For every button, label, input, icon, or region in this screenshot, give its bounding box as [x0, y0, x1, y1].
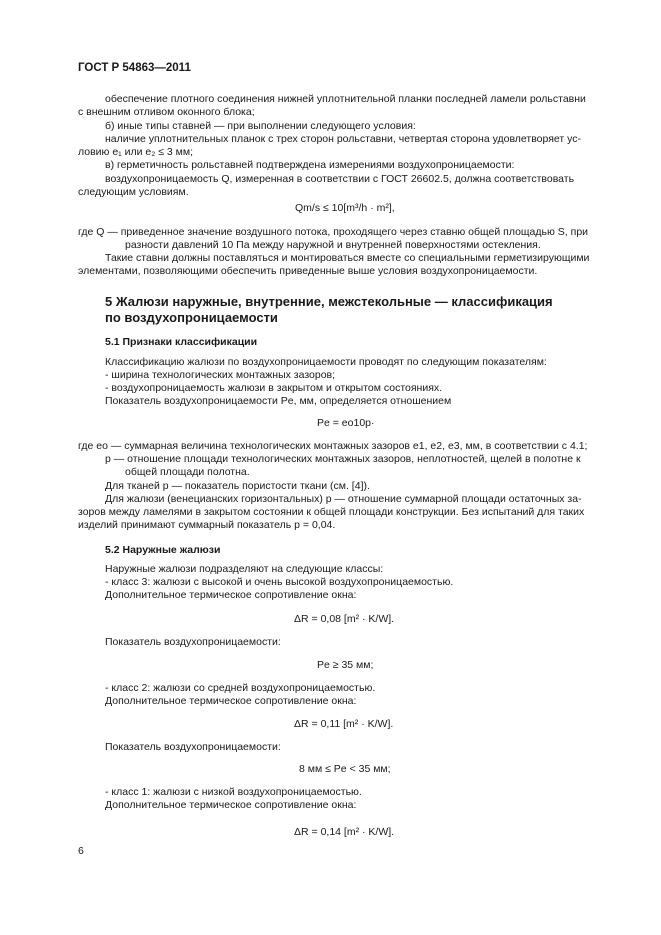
text-line: Для тканей p — показатель пористости ткани (см. [4]).: [105, 480, 370, 492]
text-line: - класс 2: жалюзи со средней воздухопроницаемостью.: [105, 682, 376, 694]
text-line: Для жалюзи (венецианских горизонтальных) p — отношение суммарной площади остаточных за-: [105, 493, 582, 505]
text-line: зоров между ламелями в закрытом состоянии к общей площади конструкции. Без испытаний для таких: [78, 506, 585, 518]
formula: Pe = eo10p·: [317, 417, 375, 429]
page-number: 6: [78, 845, 84, 857]
text-line: в) герметичность рольставней подтверждена измерениями воздухопроницаемости:: [105, 159, 515, 171]
text-line: - класс 1: жалюзи с низкой воздухопроницаемостью.: [105, 786, 362, 798]
text-line: Дополнительное термическое сопротивление окна:: [105, 589, 357, 601]
text-line: Дополнительное термическое сопротивление окна:: [105, 799, 357, 811]
section-heading: 5 Жалюзи наружные, внутренние, межстекольные — классификация: [105, 294, 553, 309]
formula: ΔR = 0,08 [m² · K/W].: [294, 613, 395, 625]
text-line: Показатель воздухопроницаемости:: [105, 636, 281, 648]
text-line: изделий принимают суммарный показатель p = 0,04.: [78, 519, 336, 531]
subsection-heading: 5.1 Признаки классификации: [105, 336, 258, 348]
formula: ΔR = 0,14 [m² · K/W].: [294, 826, 395, 838]
text-line: Показатель воздухопроницаемости Pe, мм, определяется отношением: [105, 395, 452, 407]
text-line: Дополнительное термическое сопротивление окна:: [105, 695, 357, 707]
text-line: воздухопроницаемость Q, измеренная в соответствии с ГОСТ 26602.5, должна соответствовать: [105, 173, 575, 185]
formula: ΔR = 0,11 [m² · K/W].: [294, 718, 394, 730]
text-line: наличие уплотнительных планок с трех сторон рольставни, четвертая сторона удовлетворяет ус-: [105, 133, 582, 145]
text-line: где eo — суммарная величина технологических монтажных зазоров e1, e2, e3, мм, в соответствии с 4.1;: [78, 440, 588, 452]
text-line: ловию e₁ или e₂ ≤ 3 мм;: [78, 146, 194, 158]
text-line: с внешним отливом оконного блока;: [78, 106, 255, 118]
text-line: - класс 3: жалюзи с высокой и очень высокой воздухопроницаемостью.: [105, 576, 454, 588]
text-line: Такие ставни должны поставляться и монтироваться вместе со специальными герметизирующими: [105, 252, 590, 264]
text-line: б) иные типы ставней — при выполнении следующего условия:: [105, 120, 416, 132]
text-line: общей площади полотна.: [125, 466, 250, 478]
section-heading: по воздухопроницаемости: [105, 310, 278, 325]
text-line: p — отношение площади технологических монтажных зазоров, неплотностей, щелей в полотне к: [105, 453, 581, 465]
text-line: - ширина технологических монтажных зазоров;: [105, 369, 336, 381]
text-line: Классификацию жалюзи по воздухопроницаемости проводят по следующим показателям:: [105, 356, 547, 368]
text-line: Наружные жалюзи подразделяют на следующие классы:: [105, 563, 384, 575]
text-line: элементами, позволяющими обеспечить приведенные выше условия воздухопроницаемости.: [78, 265, 538, 277]
text-line: - воздухопроницаемость жалюзи в закрытом и открытом состояниях.: [105, 382, 443, 394]
page-header: ГОСТ Р 54863—2011: [78, 62, 191, 74]
formula: Pe ≥ 35 мм;: [317, 659, 374, 671]
subsection-heading: 5.2 Наружные жалюзи: [105, 544, 221, 556]
text-line: разности давлений 10 Па между наружной и внутренней поверхностями остекления.: [125, 239, 541, 251]
formula: 8 мм ≤ Pe < 35 мм;: [299, 763, 391, 775]
text-line: следующим условиям.: [78, 186, 189, 198]
formula: Qm/s ≤ 10[m³/h · m²],: [295, 202, 395, 214]
text-line: Показатель воздухопроницаемости:: [105, 741, 281, 753]
text-line: где Q — приведенное значение воздушного потока, проходящего через ставню общей площадью S, при: [78, 226, 589, 238]
text-line: обеспечение плотного соединения нижней уплотнительной планки последней ламели рольставни: [105, 93, 586, 105]
